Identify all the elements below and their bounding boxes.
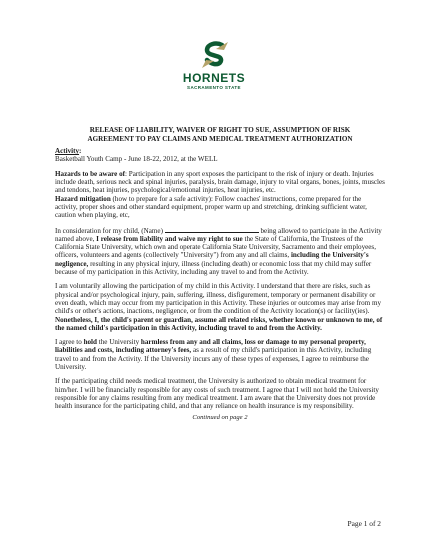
hold-text-3: as a result of my child's participation in this Activity, including travel to and from the Activity. If the University incurs any of these types of expenses, I agree to reimburse the University. bbox=[55, 346, 372, 372]
s-hornet-logo-icon bbox=[200, 40, 230, 70]
voluntary-text: I am voluntarily allowing the participation of my child in this Activity. I understand that there are risks, such as physical and/or psychological injury, pain, suffering, illness, disfigurement, temporary or permanent disability or even death, which may occur from my participation in this Activity. These injuries or outcomes may arise from my child's or other's actions, inactions, negligence, or from the condition of the Activity location(s) or facility(ies). bbox=[55, 282, 382, 316]
title-line-1: RELEASE OF LIABILITY, WAIVER OF RIGHT TO SUE, ASSUMPTION OF RISK bbox=[89, 126, 351, 134]
activity-label: Activity bbox=[55, 147, 80, 156]
continued-note: Continued on page 2 bbox=[192, 413, 248, 421]
harmless-clause: harmless from any and all claims, loss or damage to my personal property, liabilities and costs, including attorney's fees, bbox=[55, 338, 366, 355]
hazards-label: Hazards to be aware of bbox=[55, 169, 126, 178]
consideration-text-3: the State of California, the Trustees of the California State University, which own and operate California State University, Sacramento and their employees, officers, volunteers and agents (collectively "University") from any and all claims, bbox=[55, 234, 376, 260]
assume-risk-clause: Nonetheless, I, the child's parent or guardian, assume all related risks, whether known or unknown to me, of the named child's participation in this Activity, including travel to and from the Activity. bbox=[55, 315, 383, 332]
activity-colon: : bbox=[79, 147, 82, 156]
medical-paragraph bbox=[55, 377, 385, 410]
logo-subtitle-text: SACRAMENTO STATE bbox=[187, 85, 241, 90]
document-body bbox=[55, 126, 385, 422]
consideration-text-1: In consideration for my child, (Name) bbox=[55, 226, 165, 235]
hazards-section bbox=[55, 170, 385, 220]
activity-value: Basketball Youth Camp - June 18-22, 2012, at the WELL bbox=[55, 155, 218, 164]
release-waiver-clause: I release from liability and waive my right to sue bbox=[96, 234, 243, 243]
hold-text-2: the University bbox=[96, 338, 141, 347]
logo-brand-text: HORNETS bbox=[182, 71, 246, 85]
hazards-text: : Participation in any sport exposes the participant to the risk of injury or death. Injuries include death, serious neck and spinal injuries, paralysis, brain damage, injury to vital organs, bones, joints, muscles and tendons, heat injuries, psychological/emotional injuries, heat injuries, etc. bbox=[55, 169, 385, 195]
hold-text-1: I agree to bbox=[55, 338, 84, 347]
hazard-mitigation-label: Hazard mitigation bbox=[55, 194, 111, 203]
consideration-text-4: resulting in any physical injury, illness (including death) or economic loss that my child may suffer because of my participation in this Activity, including any travel to and from the Activity. bbox=[55, 259, 372, 277]
title-line-2: AGREEMENT TO PAY CLAIMS AND MEDICAL TREATMENT AUTHORIZATION bbox=[87, 134, 353, 143]
hold-harmless-paragraph bbox=[55, 338, 385, 371]
activity-section bbox=[55, 147, 385, 164]
hold-word: hold bbox=[83, 338, 97, 347]
hornets-logo bbox=[178, 40, 250, 98]
voluntary-paragraph bbox=[55, 282, 385, 332]
negligence-clause: including the University's negligence, bbox=[55, 251, 369, 268]
consideration-text-2: being allowed to participate in the Activity named above, bbox=[55, 226, 382, 243]
page-number: Page 1 of 2 bbox=[347, 519, 381, 528]
consideration-paragraph bbox=[55, 226, 385, 277]
document-title bbox=[55, 126, 385, 143]
hazard-mitigation-text: (how to prepare for a safe activity): Follow coaches' instructions, come prepared for the activity, proper shoes and other standard equipment, proper warm up and stretching, drinking sufficient water, caution when playing, etc, bbox=[55, 194, 367, 220]
child-name-field[interactable] bbox=[165, 226, 259, 233]
medical-text: If the participating child needs medical treatment, the University is authorized to obtain medical treatment for him/her. I will be financially responsible for any costs of such treatment. I agree that I will not hold the University responsible for any claims resulting from any medical treatment. I am aware that the University does not provide health insurance for the participating child, and that any reliance on health insurance is my responsibility. bbox=[55, 377, 379, 411]
